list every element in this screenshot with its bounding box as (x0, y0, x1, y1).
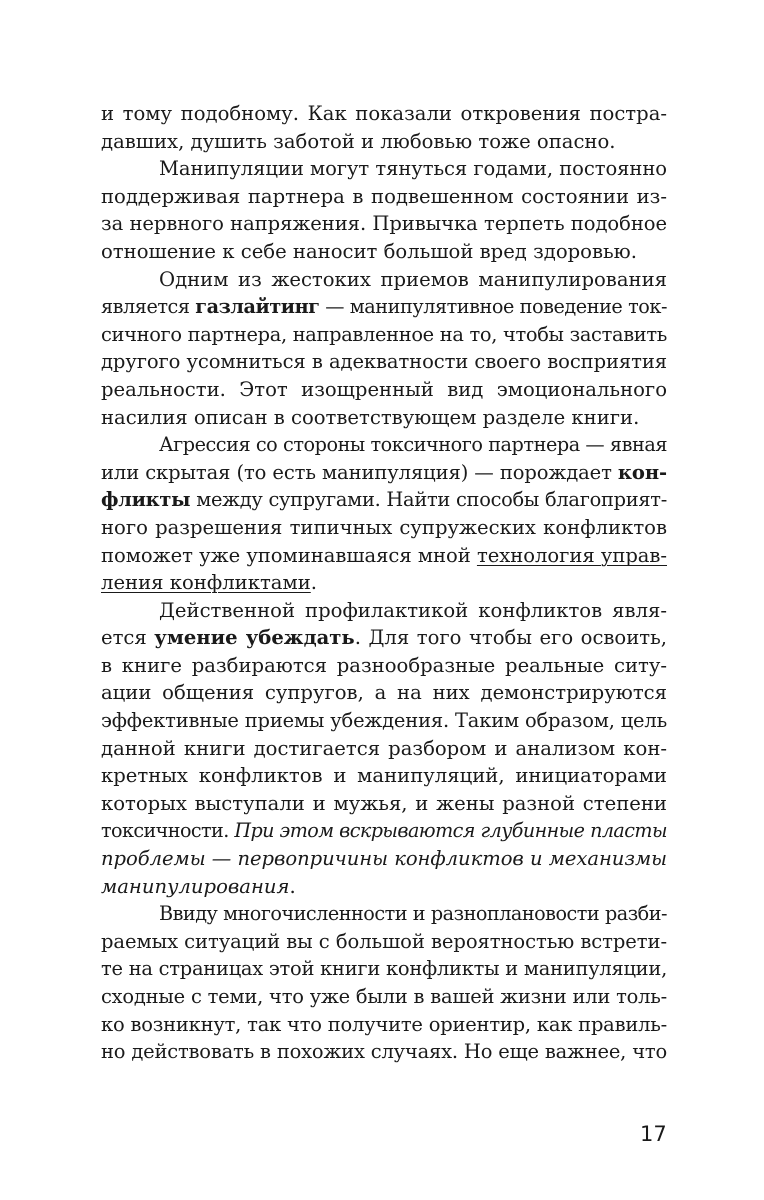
paragraph (101, 266, 667, 432)
paragraph (101, 597, 667, 901)
text-run: . Для того чтобы его освоить, (354, 626, 667, 650)
text-run: ется (101, 626, 155, 650)
text-line (101, 183, 667, 211)
text-line (101, 431, 667, 459)
text-run: насилия описан в соответствующем разделе книги. (101, 405, 640, 429)
text-line (101, 293, 667, 321)
text-line (101, 873, 667, 901)
text-line (101, 569, 667, 597)
text-run: сходные с теми, что уже были в вашей жизни или толь- (101, 985, 667, 1008)
text-line (101, 900, 667, 928)
text-run: . (289, 874, 296, 898)
italic-text: проблемы — первопричины конфликтов и механизмы (101, 847, 667, 871)
text-run: в книге разбираются разнообразные реальные ситу- (101, 653, 667, 677)
text-line (101, 266, 667, 294)
text-line (101, 100, 667, 128)
bold-term: кон- (617, 460, 667, 484)
text-line (101, 514, 667, 542)
text-run: и тому подобному. Как показали откровения постра- (101, 102, 667, 125)
text-line (101, 1011, 667, 1039)
text-run: раемых ситуаций вы с большой вероятностью встрети- (101, 929, 667, 953)
italic-text: манипулирования (101, 874, 290, 898)
text-run: является (101, 295, 196, 319)
text-run: ации общения супругов, а на них демонстрируются (101, 681, 667, 705)
text-run: поможет уже упоминавшаяся мной (101, 543, 477, 567)
text-line (101, 762, 667, 790)
text-run: Ввиду многочисленности и разноплановости разби- (159, 902, 667, 926)
underlined-term: технология управ- (476, 543, 667, 567)
text-line (101, 376, 667, 404)
text-run: или скрытая (то есть манипуляция) — порождает (101, 460, 618, 484)
text-run: за нервного напряжения. Привычка терпеть подобное (101, 212, 667, 236)
text-line (101, 983, 667, 1011)
text-run: Агрессия со стороны токсичного партнера — явная (159, 433, 667, 457)
text-run: Действенной профилактикой конфликтов явля- (159, 598, 667, 622)
paragraph (101, 431, 667, 597)
text-line (101, 1038, 667, 1066)
bold-term: фликты (101, 488, 191, 512)
text-run: сичного партнера, направленное на то, чтобы заставить (101, 322, 667, 346)
bold-term: газлайтинг (195, 295, 320, 319)
text-run: Манипуляции могут тянуться годами, постоянно (159, 157, 667, 181)
text-line (101, 735, 667, 763)
text-run: — манипулятивное поведение ток- (319, 295, 667, 319)
text-run: реальности. Этот изощренный вид эмоционального (101, 377, 667, 401)
text-run: ного разрешения типичных супружеских конфликтов (101, 515, 667, 539)
text-run: токсичности. (101, 819, 235, 843)
page-number: 17 (640, 1122, 667, 1146)
text-run: Одним из жестоких приемов манипулирования (159, 267, 667, 291)
italic-text: При этом вскрываются глубинные пласты (234, 819, 667, 843)
bold-term: умение убеждать (154, 626, 355, 650)
text-run: . (310, 571, 317, 595)
book-page-text (101, 100, 667, 1066)
text-line (101, 210, 667, 238)
text-line (101, 845, 667, 873)
text-line (101, 459, 667, 487)
text-run: другого усомниться в адекватности своего восприятия (101, 350, 667, 374)
text-line (101, 679, 667, 707)
text-line (101, 790, 667, 818)
text-run: которых выступали и мужья, и жены разной степени (101, 791, 667, 815)
text-run: но действовать в похожих случаях. Но еще важнее, что (101, 1040, 667, 1064)
text-line (101, 128, 667, 156)
text-line (101, 404, 667, 432)
text-line (101, 348, 667, 376)
text-line (101, 707, 667, 735)
text-line (101, 597, 667, 625)
text-line (101, 542, 667, 570)
text-line (101, 321, 667, 349)
text-line (101, 817, 667, 845)
text-run: данной книги достигается разбором и анализом кон- (101, 736, 667, 760)
paragraph (101, 155, 667, 265)
text-run: отношение к себе наносит большой вред здоровью. (101, 239, 637, 263)
text-run: между супругами. Найти способы благоприят- (190, 488, 667, 512)
text-run: те на страницах этой книги конфликты и манипуляции, (101, 957, 667, 981)
text-line (101, 486, 667, 514)
text-line (101, 955, 667, 983)
text-line (101, 238, 667, 266)
text-line (101, 652, 667, 680)
text-run: поддерживая партнера в подвешенном состоянии из- (101, 184, 667, 208)
text-run: ко возникнут, так что получите ориентир, как правиль- (101, 1012, 667, 1036)
text-line (101, 928, 667, 956)
text-line (101, 624, 667, 652)
text-line (101, 155, 667, 183)
underlined-term: ления конфликтами (101, 571, 311, 595)
text-run: эффективные приемы убеждения. Таким образом, цель (101, 709, 667, 733)
paragraph (101, 100, 667, 155)
text-run: кретных конфликтов и манипуляций, инициаторами (101, 764, 667, 788)
text-run: давших, душить заботой и любовью тоже опасно. (101, 129, 616, 153)
paragraph (101, 900, 667, 1066)
